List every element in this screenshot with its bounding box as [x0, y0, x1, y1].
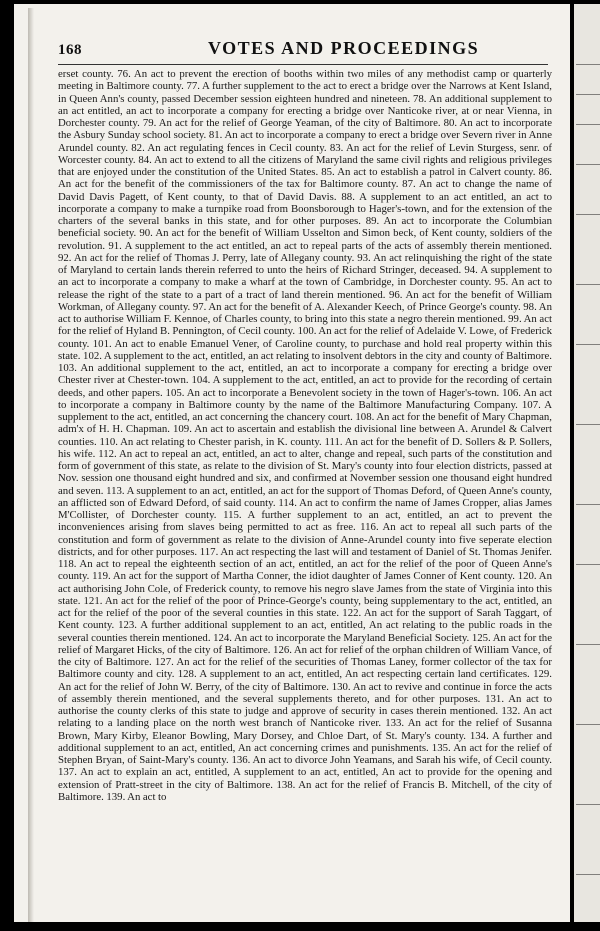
adjacent-page-line — [576, 94, 600, 95]
adjacent-page-line — [576, 284, 600, 285]
adjacent-page-line — [576, 724, 600, 725]
adjacent-page-line — [576, 64, 600, 65]
adjacent-page-line — [576, 644, 600, 645]
adjacent-page-line — [576, 164, 600, 165]
adjacent-page-line — [576, 564, 600, 565]
page-binding-shadow — [28, 8, 34, 922]
adjacent-page-line — [576, 424, 600, 425]
running-head: VOTES AND PROCEEDINGS — [208, 38, 480, 58]
page-header — [58, 38, 548, 62]
adjacent-page-line — [576, 214, 600, 215]
adjacent-page-line — [576, 124, 600, 125]
adjacent-page-line — [576, 504, 600, 505]
header-rule — [58, 64, 548, 65]
adjacent-page-line — [576, 804, 600, 805]
body-text: erset county. 76. An act to prevent the erection of booths within two miles of any methodist camp or quarterly meeting in Baltimore county. 77. A further supplement to the act to erect a bridge over the Narrows at Kent Island, in Queen Ann's county, passed December session eighteen hundred and nineteen. 78. An additional supplement to an act entitled, an act to incorporate a company for erecting a bridge over Nanticoke river, at or near Vienna, in Dorchester county. 79. An act for the relief of George Yeaman, of the city of Baltimore. 80. An act to incorporate the Asbury Sunday school society. 81. An act to incorporate a company to erect a bridge over Severn river in Anne Arundel county. 82. An act regulating fences in Cecil county. 83. An act for the relief of Levin Sturgess, senr. of Worcester county. 84. An act to extend to all the citizens of Maryland the same civil rights and religious privileges that are enjoyed under the constitution of the United States. 85. An act to establish a patrol in Calvert county. 86. An act for the benefit of the commissioners of the tax for Baltimore county. 87. An act to change the name of David Davis Pagett, of Kent county, to that of David Davis. 88. A supplement to an act entitled, an act to incorporate a company to make a turnpike road from Boonsborough to Hager's-town, and for the extension of the charters of the several banks in this state, and for other purposes. 89. An act to incorporate the Columbian beneficial society. 90. An act for the benefit of William Usselton and Simon beck, of Kent county, soldiers of the revolution. 91. A supplement to the act entitled, an act to repeal parts of the acts of assembly therein mentioned. 92. An act for the relief of Thomas J. Perry, late of Allegany county. 93. An act relinquishing the right of the state of Maryland to certain lands therein referred to unto the heirs of Richard Stringer, deceased. 94. A supplement to an act to incorporate a company to make a wharf at the town of Cambridge, in Dorchester county. 95. An act to release the right of the state to a part of a tract of land therein mentioned. 96. An act for the benefit of William Workman, of Allegany county. 97. An act for the benefit of A. Alexander Keech, of Prince George's county. 98. An act to authorise William F. Kennoe, of Charles county, to bring into this state a negro therein mentioned. 99. An act for the relief of Hyland B. Pennington, of Cecil county. 100. An act for the relief of Adelaide V. Lowe, of Frederick county. 101. An act to enable Emanuel Vener, of Caroline county, to purchase and hold real property within this state. 102. A supplement to the act, entitled, an act relating to insolvent debtors in the city and county of Baltimore. 103. An additional supplement to the act, entitled, an act to incorporate a company for erecting a bridge over Chester river at Chester-town. 104. A supplement to the act, entitled, an act to provide for the recording of certain deeds, and other papers. 105. An act to incorporate a Benevolent society in the town of Hager's-town. 106. An act to incorporate a company in Baltimore county by the name of the Baltimore Manufacturing Company. 107. A supplement to the act, entitled, an act concerning the chancery court. 108. An act for the benefit of Mary Chapman, adm'x of H. H. Chapman. 109. An act to ascertain and establish the divisional line between A. Arundel & Calvert counties. 110. An act relating to Chester parish, in K. county. 111. An act for the benefit of D. Sollers & P. Sollers, his wife. 112. An act to repeal an act, entitled, an act to alter, change and repeal, such parts of the constitution and form of government of this state, as relate to the division of St. Mary's county into four election districts, passed at Nov. session one thousand eight hundred and six, and confirmed at November session one thousand eight hundred and seven. 113. A supplement to an act, entitled, an act for the support of Thomas Deford, of Queen Anne's county, an afflicted son of Edward Deford, of said county. 114. An act to confirm the name of James Cropper, alias James M'Collister, of Dorchester county. 115. A further supplement to an act, entitled, an act to prevent the inconveniences arising from slaves being permitted to act as free. 116. An act to repeal all such parts of the constitution and form of government as relate to the division of Anne-Arundel county into five seperate election districts, and for other purposes. 117. An act respecting the last will and testament of Daniel of St. Thomas Jenifer. 118. An act to repeal the eighteenth section of an act, entitled, an act for the relief of the poor of Queen Anne's county. 119. An act for the support of Martha Conner, the idiot daughter of James Conner of Kent county. 120. An act authorising John Cole, of Frederick county, to remove his negro slave James from the state of Virginia into this state. 121. An act for the relief of the poor of Prince-George's county, being supplementary to the act, entitled, an act for the relief of the poor of the several counties in this state. 122. An act for the support of Sarah Taggart, of Kent county. 123. A further additional supplement to an act, entitled, An act relating to the public roads in the several counties therein mentioned. 124. An act to incorporate the Maryland Beneficial Society. 125. An act for the relief of Margaret Hicks, of the city of Baltimore. 126. An act for relief of the orphan children of William Vance, of the city of Baltimore. 127. An act for the relief of the securities of Thomas Laney, former collector of the tax for Baltimore county and city. 128. A supplement to an act, entitled, An act respecting certain land certificates. 129. An act for the relief of John W. Berry, of the city of Baltimore. 130. An act to revive and continue in force the acts of assembly therein mentioned, and the several supplements thereto, and for other purposes. 131. An act to authorise the county clerks of this state to judge and approve of security in cases therein mentioned. 132. An act relating to a landing place on the north west branch of Nanticoke river. 133. An act for the relief of Susanna Brown, Mary Kirby, Eleanor Bowling, Mary Dorsey, and Chloe Dart, of St. Mary's county. 134. A further and additional supplement to an act, entitled, An act concerning crimes and punishments. 135. An act for the relief of Stephen Bryan, of Saint-Mary's county. 136. An act to divorce John Yeamans, and Sarah his wife, of Cecil county. 137. An act to explain an act, entitled, A supplement to an act, entitled, An act to provide for the opening and extension of Pratt-street in the city of Baltimore. 138. An act for the relief of Francis B. Mitchell, of the city of Baltimore. 139. An act to — [58, 68, 552, 803]
adjacent-page-line — [576, 344, 600, 345]
adjacent-page-line — [576, 874, 600, 875]
adjacent-page-edge — [574, 4, 600, 922]
page-number: 168 — [58, 42, 82, 58]
